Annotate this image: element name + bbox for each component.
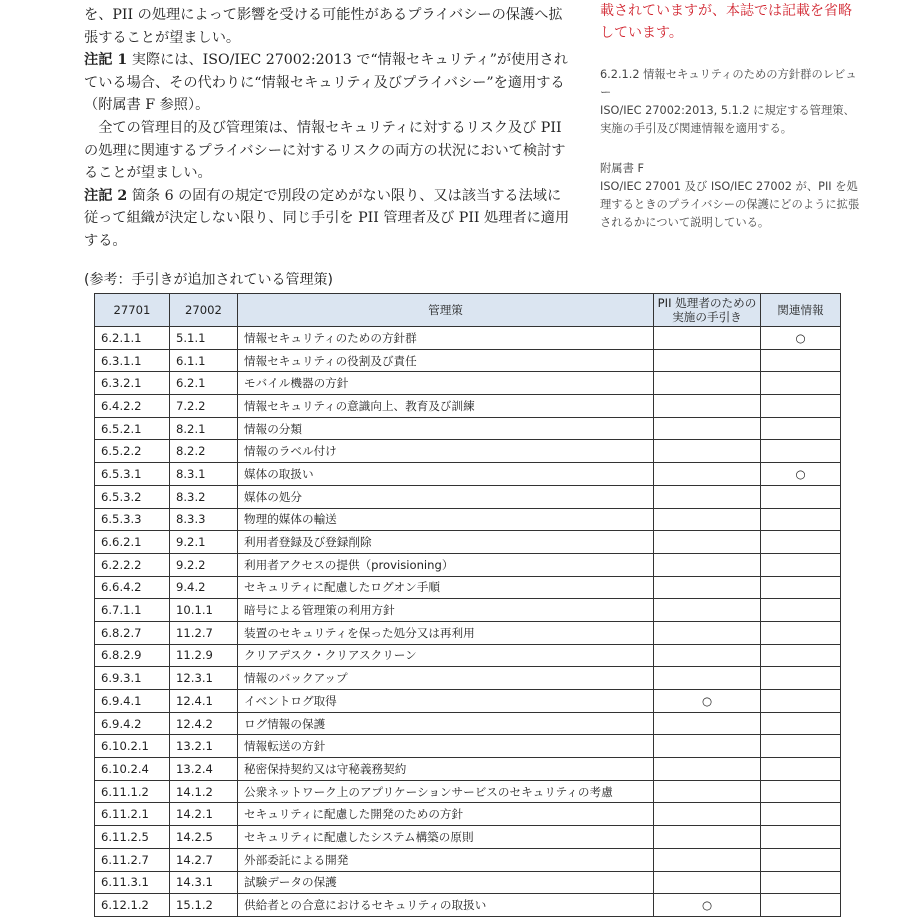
cell-processor-guidance: ○ [654, 690, 761, 713]
cell-processor-guidance [654, 621, 761, 644]
cell-related-info [761, 871, 841, 894]
cell-27701: 6.7.1.1 [95, 599, 170, 622]
side-reference-2-body: ISO/IEC 27001 及び ISO/IEC 27002 が、PII を処理するときのプライバシーの保護にどのように拡張されるかについて説明している。 [600, 180, 860, 229]
cell-27701: 6.9.4.1 [95, 690, 170, 713]
table-row [95, 485, 841, 508]
cell-27002: 9.2.2 [170, 553, 238, 576]
cell-related-info [761, 621, 841, 644]
cell-27002: 5.1.1 [170, 327, 238, 350]
side-reference-1-title: 6.2.1.2 情報セキュリティのための方針群のレビュー [600, 68, 857, 99]
cell-27002: 14.2.1 [170, 803, 238, 826]
cell-27701: 6.5.2.1 [95, 417, 170, 440]
cell-27002: 6.2.1 [170, 372, 238, 395]
cell-control: 情報の分類 [238, 417, 654, 440]
cell-processor-guidance [654, 758, 761, 781]
cell-processor-guidance: ○ [654, 894, 761, 917]
cell-processor-guidance [654, 372, 761, 395]
cell-27701: 6.11.2.7 [95, 848, 170, 871]
side-reference-2-title: 附属書 F [600, 162, 644, 175]
cell-processor-guidance [654, 508, 761, 531]
table-row [95, 440, 841, 463]
cell-related-info [761, 667, 841, 690]
cell-control: 利用者登録及び登録削除 [238, 531, 654, 554]
table-row [95, 463, 841, 486]
cell-27002: 8.2.1 [170, 417, 238, 440]
table-caption: (参考：手引きが追加されている管理策) [84, 272, 333, 288]
cell-processor-guidance [654, 576, 761, 599]
cell-processor-guidance [654, 395, 761, 418]
cell-related-info [761, 826, 841, 849]
cell-27002: 9.4.2 [170, 576, 238, 599]
table-row [95, 553, 841, 576]
cell-27002: 7.2.2 [170, 395, 238, 418]
controls-table [94, 293, 841, 917]
cell-27701: 6.3.1.1 [95, 349, 170, 372]
note-1 [84, 49, 574, 117]
note-2 [84, 185, 574, 253]
table-row [95, 712, 841, 735]
table-row [95, 826, 841, 849]
header-27002: 27002 [170, 294, 238, 327]
note-1-label: 注記 1 [84, 52, 128, 69]
cell-27002: 14.2.5 [170, 826, 238, 849]
cell-27002: 13.2.1 [170, 735, 238, 758]
cell-27701: 6.3.2.1 [95, 372, 170, 395]
cell-control: セキュリティに配慮した開発のための方針 [238, 803, 654, 826]
cell-27002: 6.1.1 [170, 349, 238, 372]
cell-related-info [761, 690, 841, 713]
cell-processor-guidance [654, 463, 761, 486]
cell-control: 物理的媒体の輸送 [238, 508, 654, 531]
cell-related-info [761, 894, 841, 917]
cell-related-info [761, 485, 841, 508]
cell-27701: 6.10.2.4 [95, 758, 170, 781]
note-2-text: 箇条 6 の固有の規定で別段の定めがない限り、又は該当する法域に従って組織が決定しない限り、同じ手引を PII 管理者及び PII 処理者に適用する。 [84, 187, 570, 249]
body-paragraph-2: 全ての管理目的及び管理策は、情報セキュリティに対するリスク及び PII の処理に関連するプライバシーに対するリスクの両方の状況において検討することが望ましい。 [84, 119, 566, 182]
cell-27701: 6.12.1.2 [95, 894, 170, 917]
table-row [95, 349, 841, 372]
table-row [95, 395, 841, 418]
cell-27701: 6.10.2.1 [95, 735, 170, 758]
cell-27701: 6.11.1.2 [95, 780, 170, 803]
table-row [95, 599, 841, 622]
cell-control: セキュリティに配慮したシステム構築の原則 [238, 826, 654, 849]
cell-27002: 11.2.7 [170, 621, 238, 644]
cell-related-info [761, 644, 841, 667]
cell-27701: 6.6.2.1 [95, 531, 170, 554]
cell-processor-guidance [654, 327, 761, 350]
cell-control: セキュリティに配慮したログオン手順 [238, 576, 654, 599]
cell-processor-guidance [654, 599, 761, 622]
table-row [95, 667, 841, 690]
header-27701: 27701 [95, 294, 170, 327]
table-row [95, 894, 841, 917]
cell-control: 媒体の取扱い [238, 463, 654, 486]
cell-related-info: ○ [761, 327, 841, 350]
table-row [95, 644, 841, 667]
cell-processor-guidance [654, 531, 761, 554]
table-row [95, 758, 841, 781]
cell-processor-guidance [654, 871, 761, 894]
cell-related-info [761, 531, 841, 554]
cell-processor-guidance [654, 440, 761, 463]
cell-control: 媒体の処分 [238, 485, 654, 508]
table-row [95, 508, 841, 531]
cell-27701: 6.5.3.3 [95, 508, 170, 531]
table-row [95, 690, 841, 713]
cell-processor-guidance [654, 712, 761, 735]
cell-27002: 15.1.2 [170, 894, 238, 917]
table-row [95, 803, 841, 826]
cell-related-info [761, 508, 841, 531]
cell-related-info [761, 848, 841, 871]
cell-27002: 14.2.7 [170, 848, 238, 871]
cell-control: 外部委託による開発 [238, 848, 654, 871]
side-reference-1 [600, 66, 865, 138]
cell-processor-guidance [654, 780, 761, 803]
cell-processor-guidance [654, 417, 761, 440]
cell-27701: 6.11.3.1 [95, 871, 170, 894]
cell-processor-guidance [654, 667, 761, 690]
cell-control: 情報セキュリティのための方針群 [238, 327, 654, 350]
cell-27002: 8.3.2 [170, 485, 238, 508]
cell-processor-guidance [654, 735, 761, 758]
cell-control: 暗号による管理策の利用方針 [238, 599, 654, 622]
cell-control: 情報セキュリティの役割及び責任 [238, 349, 654, 372]
table-header-row [95, 294, 841, 327]
cell-27701: 6.11.2.5 [95, 826, 170, 849]
table-row [95, 735, 841, 758]
cell-related-info [761, 553, 841, 576]
cell-related-info [761, 372, 841, 395]
cell-control: 利用者アクセスの提供（provisioning） [238, 553, 654, 576]
cell-27002: 14.1.2 [170, 780, 238, 803]
cell-control: 情報セキュリティの意識向上、教育及び訓練 [238, 395, 654, 418]
note-2-label: 注記 2 [84, 187, 128, 204]
header-related-info: 関連情報 [761, 294, 841, 327]
cell-27002: 9.2.1 [170, 531, 238, 554]
cell-processor-guidance [654, 826, 761, 849]
cell-control: 情報転送の方針 [238, 735, 654, 758]
cell-27002: 12.4.1 [170, 690, 238, 713]
cell-related-info [761, 349, 841, 372]
cell-control: 情報のラベル付け [238, 440, 654, 463]
cell-27002: 8.3.1 [170, 463, 238, 486]
body-text [84, 4, 574, 253]
cell-processor-guidance [654, 349, 761, 372]
cell-control: モバイル機器の方針 [238, 372, 654, 395]
cell-27701: 6.2.2.2 [95, 553, 170, 576]
side-red-note: 載されていますが、本誌では記載を省略しています。 [600, 3, 852, 41]
table-row [95, 372, 841, 395]
body-paragraph-1: を、PII の処理によって影響を受ける可能性があるプライバシーの保護へ拡張することが望ましい。 [84, 7, 563, 46]
table-row [95, 531, 841, 554]
cell-27701: 6.8.2.7 [95, 621, 170, 644]
cell-27002: 8.3.3 [170, 508, 238, 531]
cell-processor-guidance [654, 485, 761, 508]
side-reference-2 [600, 160, 865, 232]
table-row [95, 780, 841, 803]
table-row [95, 576, 841, 599]
table-row [95, 848, 841, 871]
cell-control: 試験データの保護 [238, 871, 654, 894]
cell-27701: 6.8.2.9 [95, 644, 170, 667]
cell-27701: 6.9.3.1 [95, 667, 170, 690]
cell-related-info [761, 417, 841, 440]
cell-27002: 12.4.2 [170, 712, 238, 735]
header-control: 管理策 [238, 294, 654, 327]
cell-control: ログ情報の保護 [238, 712, 654, 735]
cell-control: イベントログ取得 [238, 690, 654, 713]
cell-related-info [761, 440, 841, 463]
cell-related-info [761, 712, 841, 735]
cell-27701: 6.5.2.2 [95, 440, 170, 463]
cell-27701: 6.6.4.2 [95, 576, 170, 599]
cell-related-info [761, 576, 841, 599]
cell-27701: 6.11.2.1 [95, 803, 170, 826]
cell-related-info [761, 735, 841, 758]
cell-processor-guidance [654, 848, 761, 871]
cell-related-info [761, 395, 841, 418]
cell-control: 秘密保持契約又は守秘義務契約 [238, 758, 654, 781]
cell-related-info [761, 780, 841, 803]
header-processor-guidance: PII 処理者のための実施の手引き [654, 294, 761, 327]
cell-processor-guidance [654, 644, 761, 667]
cell-27701: 6.5.3.2 [95, 485, 170, 508]
cell-processor-guidance [654, 803, 761, 826]
cell-27002: 12.3.1 [170, 667, 238, 690]
side-reference-1-body: ISO/IEC 27002:2013, 5.1.2 に規定する管理策、実施の手引及び関連情報を適用する。 [600, 104, 855, 135]
table-row [95, 327, 841, 350]
note-1-text: 実際には、ISO/IEC 27002:2013 で“情報セキュリティ”が使用されている場合、その代わりに“情報セキュリティ及びプライバシー”を適用する（附属書 F 参照）。 [84, 52, 568, 114]
cell-control: 装置のセキュリティを保った処分又は再利用 [238, 621, 654, 644]
cell-related-info [761, 758, 841, 781]
cell-27002: 11.2.9 [170, 644, 238, 667]
cell-related-info [761, 599, 841, 622]
cell-27002: 8.2.2 [170, 440, 238, 463]
cell-control: クリアデスク・クリアスクリーン [238, 644, 654, 667]
cell-27701: 6.2.1.1 [95, 327, 170, 350]
cell-27002: 10.1.1 [170, 599, 238, 622]
cell-related-info: ○ [761, 463, 841, 486]
cell-control: 供給者との合意におけるセキュリティの取扱い [238, 894, 654, 917]
cell-related-info [761, 803, 841, 826]
cell-27701: 6.9.4.2 [95, 712, 170, 735]
side-notes [600, 0, 865, 254]
cell-27701: 6.4.2.2 [95, 395, 170, 418]
cell-processor-guidance [654, 553, 761, 576]
cell-27701: 6.5.3.1 [95, 463, 170, 486]
cell-control: 情報のバックアップ [238, 667, 654, 690]
table-row [95, 871, 841, 894]
table-row [95, 621, 841, 644]
cell-control: 公衆ネットワーク上のアプリケーションサービスのセキュリティの考慮 [238, 780, 654, 803]
cell-27002: 14.3.1 [170, 871, 238, 894]
table-row [95, 417, 841, 440]
cell-27002: 13.2.4 [170, 758, 238, 781]
